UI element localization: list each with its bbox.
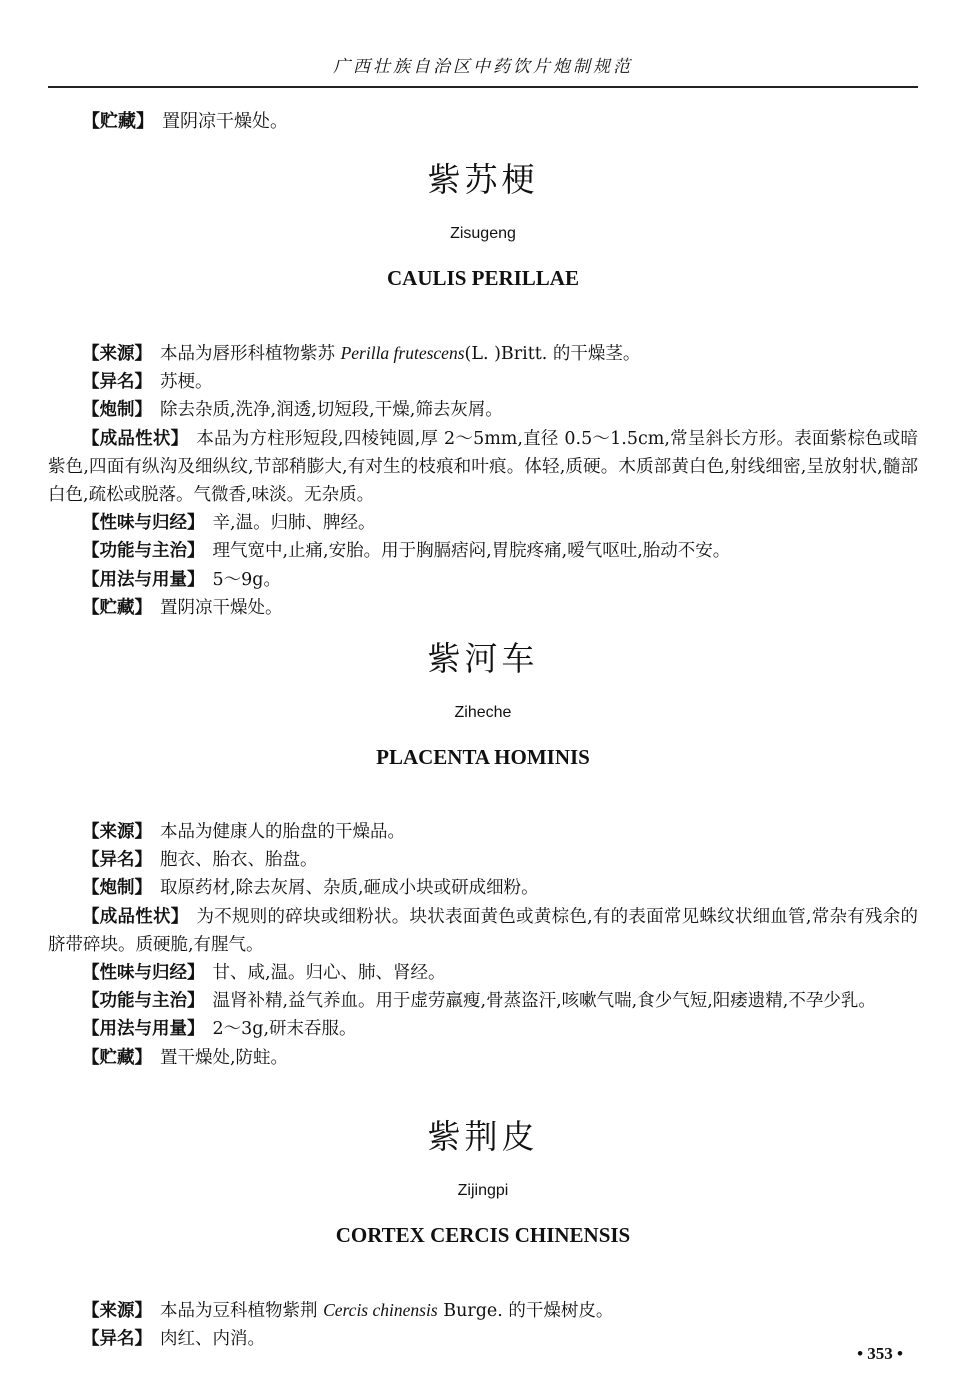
entry-label: 【性味与归经】 (82, 963, 205, 984)
entry-alias (48, 1325, 918, 1353)
entry-label: 【异名】 (82, 372, 152, 393)
running-header: 广西壮族自治区中药饮片炮制规范 (333, 57, 633, 77)
entry-text: 本品为豆科植物紫荆 (160, 1301, 318, 1321)
entry-text: 5～9g。 (212, 569, 281, 590)
entry-source (48, 339, 918, 368)
entry-label: 【用法与用量】 (82, 1019, 205, 1040)
entry-characteristics (48, 903, 918, 959)
monograph-title-latin: PLACENTA HOMINIS (376, 745, 590, 769)
entry-text: 甘、咸,温。归心、肺、肾经。 (212, 963, 446, 984)
entry-label: 【成品性状】 (82, 906, 189, 927)
entry-text: Burge. 的干燥树皮。 (443, 1301, 614, 1321)
entry-source (48, 818, 918, 846)
entry-label: 【来源】 (82, 344, 152, 364)
monograph-entries (48, 818, 918, 1072)
monograph-title-pinyin: Zisugeng (450, 225, 516, 242)
entry-label: 【用法与用量】 (82, 569, 205, 590)
monograph-ziheche (48, 632, 918, 1072)
entry-text: 理气宽中,止痛,安胎。用于胸膈痞闷,胃脘疼痛,嗳气呕吐,胎动不安。 (212, 541, 731, 562)
entry-processing (48, 396, 918, 424)
entry-label: 【异名】 (82, 1329, 152, 1350)
monograph-title-cn: 紫河车 (427, 639, 539, 678)
monograph-zisugeng (48, 153, 918, 622)
entry-label: 【贮藏】 (82, 597, 152, 618)
entry-source (48, 1296, 918, 1325)
entry-label: 【来源】 (82, 822, 152, 842)
scientific-name: Perilla frutescens (340, 343, 465, 363)
entry-label: 【异名】 (82, 850, 152, 871)
entry-text: 取原药材,除去灰屑、杂质,砸成小块或研成细粉。 (160, 878, 539, 899)
entry-function (48, 987, 918, 1015)
entry-text: 苏梗。 (160, 372, 213, 393)
monograph-title-pinyin: Zijingpi (457, 1182, 509, 1199)
entry-text: 胞衣、胎衣、胎盘。 (160, 850, 318, 871)
scientific-name: Cercis chinensis (323, 1300, 438, 1320)
entry-characteristics (48, 425, 918, 510)
monograph-title-cn: 紫苏梗 (427, 160, 539, 199)
entry-text: 置阴凉干燥处。 (160, 597, 283, 618)
entry-alias (48, 846, 918, 874)
entry-text: 除去杂质,洗净,润透,切短段,干燥,筛去灰屑。 (160, 400, 503, 421)
monograph-entries (48, 339, 918, 622)
entry-label: 【功能与主治】 (82, 991, 205, 1012)
entry-dosage (48, 566, 918, 594)
entry-label: 【炮制】 (82, 400, 152, 421)
entry-text: 置干燥处,防蛀。 (160, 1047, 289, 1068)
monograph-title-cn: 紫荆皮 (427, 1117, 539, 1156)
entry-storage (48, 594, 918, 622)
entry-text: 为不规则的碎块或细粉状。块状表面黄色或黄棕色,有的表面常见蛛纹状细血管,常杂有残余的脐带碎块。质硬脆,有腥气。 (48, 906, 918, 955)
header-rule (48, 86, 918, 88)
entry-label: 【功能与主治】 (82, 541, 205, 562)
monograph-zijingpi (48, 1110, 918, 1353)
entry-label: 【性味与归经】 (82, 513, 205, 534)
entry-text: 辛,温。归肺、脾经。 (212, 513, 376, 534)
entry-nature-meridian (48, 509, 918, 537)
monograph-title-latin: CORTEX CERCIS CHINENSIS (335, 1223, 631, 1247)
entry-nature-meridian (48, 959, 918, 987)
entry-text: 置阴凉干燥处。 (162, 111, 288, 132)
lead-storage-entry (82, 108, 288, 136)
entry-alias (48, 368, 918, 396)
entry-text: 2～3g,研末吞服。 (212, 1019, 357, 1040)
entry-text: (L. )Britt. 的干燥茎。 (464, 344, 641, 364)
entry-label: 【来源】 (82, 1301, 152, 1321)
entry-function (48, 537, 918, 565)
page-number: • 353 • (857, 1344, 903, 1363)
entry-processing (48, 874, 918, 902)
monograph-title-latin: CAULIS PERILLAE (387, 266, 579, 290)
entry-label: 【贮藏】 (82, 1047, 152, 1068)
monograph-entries (48, 1296, 918, 1353)
entry-dosage (48, 1015, 918, 1043)
entry-text: 本品为方柱形短段,四棱钝圆,厚 2～5mm,直径 0.5～1.5cm,常呈斜长方形。表面紫棕色或暗紫色,四面有纵沟及细纵纹,节部稍膨大,有对生的枝痕和叶痕。体轻,质硬。木质部黄白色,射线细密,呈放射状,髓部白色,疏松或脱落。气微香,味淡。无杂质。 (48, 428, 918, 506)
entry-label: 【成品性状】 (82, 428, 189, 449)
entry-text: 温肾补精,益气养血。用于虚劳羸瘦,骨蒸盗汗,咳嗽气喘,食少气短,阳痿遗精,不孕少乳。 (212, 991, 876, 1012)
monograph-title-pinyin: Ziheche (454, 704, 512, 721)
entry-text: 本品为健康人的胎盘的干燥品。 (160, 822, 405, 842)
entry-text: 肉红、内消。 (160, 1329, 265, 1350)
entry-text: 本品为唇形科植物紫苏 (160, 344, 335, 364)
entry-label: 【炮制】 (82, 878, 152, 899)
entry-label: 【贮藏】 (82, 111, 154, 132)
entry-storage (48, 1044, 918, 1072)
